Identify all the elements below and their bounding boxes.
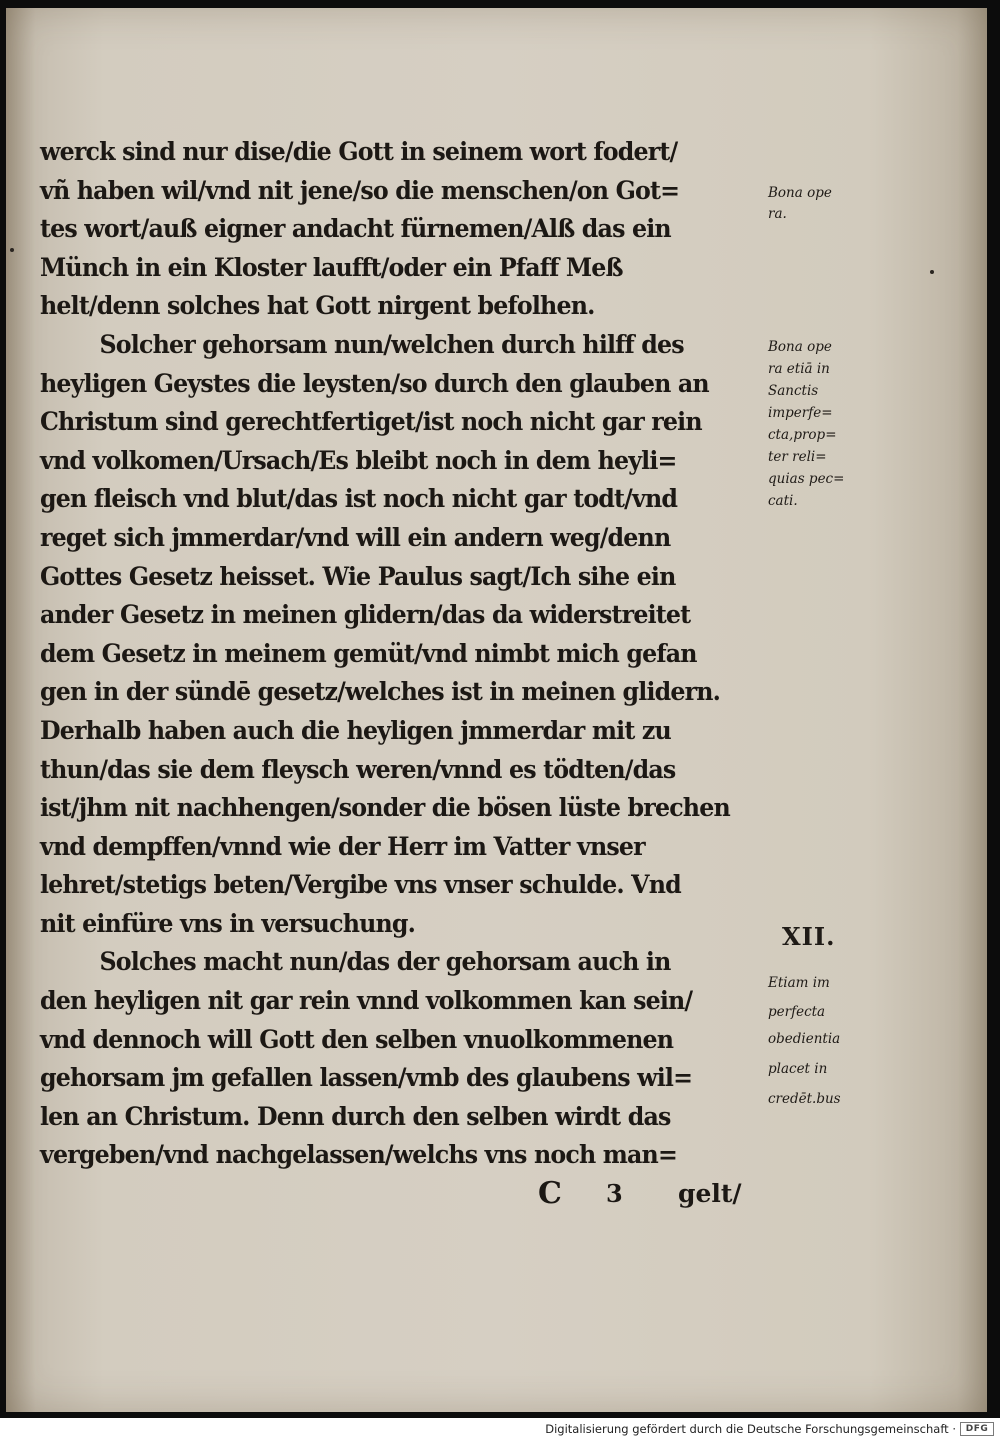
text-line: Christum sind gerechtfertiget/ist noch nicht gar rein — [40, 407, 702, 438]
text-line: den heyligen nit gar rein vnnd volkommen kan sein/ — [40, 986, 693, 1017]
margin-note: Bona ope — [768, 185, 832, 201]
ink-speck — [10, 248, 14, 252]
text-line: tes wort/auß eigner andacht fürnemen/Alß das ein — [40, 214, 671, 245]
margin-note: Etiam im — [768, 975, 830, 991]
text-line: vñ haben wil/vnd nit jene/so die menschen/on Got= — [40, 175, 680, 206]
margin-note: imperfe= — [768, 405, 833, 421]
text-line: werck sind nur dise/die Gott in seinem wort fodert/ — [40, 137, 678, 167]
margin-note: credēt.bus — [768, 1091, 841, 1107]
text-line: Solcher gehorsam nun/welchen durch hilff des — [99, 329, 684, 360]
margin-note: quias pec= — [768, 471, 845, 487]
catchword: gelt/ — [678, 1179, 742, 1208]
text-line: Solches macht nun/das der gehorsam auch in — [99, 947, 671, 978]
footer-bar — [0, 1418, 1000, 1440]
text-line: Gottes Gesetz heisset. Wie Paulus sagt/Ich sihe ein — [40, 561, 676, 592]
text-line: gen fleisch vnd blut/das ist noch nicht gar todt/vnd — [40, 484, 678, 515]
margin-note: Bona ope — [768, 339, 832, 355]
funding-credit: Digitalisierung gefördert durch die Deutsche Forschungsgemeinschaft · — [545, 1422, 956, 1436]
margin-note: cati. — [768, 493, 798, 509]
text-line: helt/denn solches hat Gott nirgent befolhen. — [40, 291, 595, 322]
text-line: vnd volkomen/Ursach/Es bleibt noch in dem heyli= — [40, 445, 677, 476]
text-line: len an Christum. Denn durch den selben wirdt das — [40, 1101, 671, 1132]
dfg-logo: DFG — [960, 1422, 994, 1436]
text-line: nit einfüre vns in versuchung. — [40, 908, 416, 939]
text-line: lehret/stetigs beten/Vergibe vns vnser schulde. Vnd — [40, 870, 681, 901]
text-line: ist/jhm nit nachhengen/sonder die bösen lüste brechen — [40, 793, 730, 824]
text-line: dem Gesetz in meinem gemüt/vnd nimbt mich gefan — [40, 638, 697, 669]
text-line: gen in der sündē gesetz/welches ist in meinen glidern. — [40, 677, 721, 708]
margin-note: Sanctis — [768, 383, 819, 399]
margin-note: ra etiā in — [768, 361, 830, 377]
text-line: heyligen Geystes die leysten/so durch den glauben an — [40, 368, 709, 399]
signature-number: 3 — [606, 1179, 623, 1208]
text-line: gehorsam jm gefallen lassen/vmb des glaubens wil= — [40, 1063, 693, 1094]
ink-speck — [930, 270, 934, 274]
margin-note: ra. — [768, 206, 787, 222]
text-line: vnd dempffen/vnnd wie der Herr im Vatter vnser — [40, 831, 645, 862]
text-line: thun/das sie dem fleysch weren/vnnd es tödten/das — [40, 754, 676, 785]
margin-note: obedientia — [768, 1031, 841, 1047]
margin-note: perfecta — [768, 1004, 826, 1020]
text-line: ander Gesetz in meinen glidern/das da widerstreitet — [40, 600, 691, 631]
text-line: Derhalb haben auch die heyligen jmmerdar mit zu — [40, 715, 671, 746]
margin-note: ter reli= — [768, 449, 827, 465]
margin-note: cta,prop= — [768, 427, 837, 443]
book-page — [6, 8, 987, 1412]
text-line: Münch in ein Kloster laufft/oder ein Pfaff Meß — [40, 252, 623, 283]
main-text-block — [40, 133, 770, 1175]
section-number: XII. — [782, 922, 836, 951]
text-line: reget sich jmmerdar/vnd will ein andern weg/denn — [40, 522, 671, 553]
margin-note: placet in — [768, 1061, 828, 1077]
text-line: vergeben/vnd nachgelassen/welchs vns noch man= — [40, 1140, 678, 1171]
signature-letter: C — [538, 1176, 562, 1211]
text-line: vnd dennoch will Gott den selben vnuolkommenen — [40, 1024, 674, 1055]
